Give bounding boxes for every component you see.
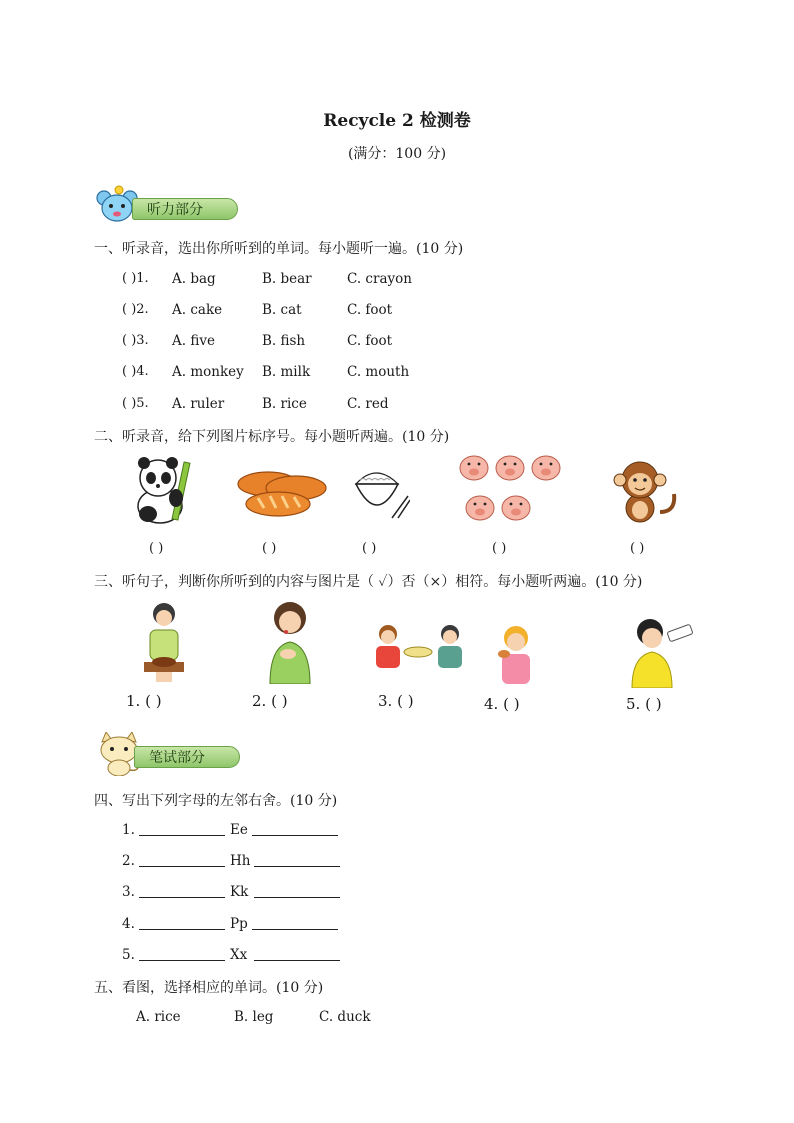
section3-answer-3[interactable]: 3. ( ) bbox=[378, 692, 414, 710]
writing-banner-label: 笔试部分 bbox=[134, 746, 240, 768]
boy-drinking-icon bbox=[626, 616, 698, 688]
page-title: Recycle 2 检测卷 bbox=[323, 111, 471, 131]
right-neighbor-blank[interactable] bbox=[252, 916, 338, 934]
section5-options bbox=[136, 1009, 396, 1029]
woman-thinking-icon bbox=[264, 600, 316, 684]
section4-item-5: 5. Xx bbox=[122, 947, 362, 967]
bread-icon bbox=[236, 466, 328, 520]
section2-answer-2[interactable]: ( ) bbox=[262, 541, 277, 556]
section1-item-2: ( )2. A. cake B. cat C. foot bbox=[122, 302, 393, 318]
section3-answer-2[interactable]: 2. ( ) bbox=[252, 692, 288, 710]
girl-eating-icon bbox=[492, 624, 542, 688]
section4-item-3: 3. Kk bbox=[122, 884, 362, 904]
section3-answer-4[interactable]: 4. ( ) bbox=[484, 695, 520, 713]
children-sharing-icon bbox=[370, 622, 468, 678]
page-subtitle: (满分：100 分) bbox=[347, 146, 447, 162]
section3-answer-5[interactable]: 5. ( ) bbox=[626, 695, 662, 713]
left-neighbor-blank[interactable] bbox=[139, 947, 225, 965]
option-c: C. duck bbox=[319, 1009, 371, 1025]
panda-icon bbox=[128, 456, 196, 526]
section4-item-4: 4. Pp bbox=[122, 916, 362, 936]
option-b: B. leg bbox=[234, 1009, 274, 1025]
section1-item-4: ( )4. A. monkey B. milk C. mouth bbox=[122, 364, 410, 380]
section1-heading: 一、听录音，选出你所听到的单词。每小题听一遍。(10 分) bbox=[94, 241, 464, 257]
section1-item-3: ( )3. A. five B. fish C. foot bbox=[122, 333, 393, 349]
section1-item-5: ( )5. A. ruler B. rice C. red bbox=[122, 396, 389, 412]
left-neighbor-blank[interactable] bbox=[139, 822, 225, 840]
section2-heading: 二、听录音，给下列图片标序号。每小题听两遍。(10 分) bbox=[94, 429, 450, 445]
right-neighbor-blank[interactable] bbox=[254, 853, 340, 871]
section4-item-1: 1. Ee bbox=[122, 822, 362, 842]
section4-item-2: 2. Hh bbox=[122, 853, 362, 873]
section3-heading: 三、听句子，判断你所听到的内容与图片是（ ✓）否（×）相符。每小题听两遍。(10 分) bbox=[94, 574, 643, 590]
section5-heading: 五、看图，选择相应的单词。(10 分) bbox=[94, 980, 324, 996]
section1-item-1: ( )1. A. bag B. bear C. crayon bbox=[122, 271, 412, 287]
monkey-icon bbox=[610, 456, 678, 528]
section2-answer-3[interactable]: ( ) bbox=[362, 541, 377, 556]
right-neighbor-blank[interactable] bbox=[252, 822, 338, 840]
section3-answer-1[interactable]: 1. ( ) bbox=[126, 692, 162, 710]
pigs-icon bbox=[458, 452, 566, 528]
rice-bowl-icon bbox=[352, 462, 410, 520]
section4-heading: 四、写出下列字母的左邻右舍。(10 分) bbox=[94, 793, 338, 809]
listening-banner-label: 听力部分 bbox=[132, 198, 238, 220]
right-neighbor-blank[interactable] bbox=[254, 947, 340, 965]
listening-banner bbox=[94, 198, 254, 222]
left-neighbor-blank[interactable] bbox=[139, 916, 225, 934]
writing-banner bbox=[96, 746, 256, 770]
option-a: A. rice bbox=[136, 1009, 181, 1025]
right-neighbor-blank[interactable] bbox=[254, 884, 340, 902]
left-neighbor-blank[interactable] bbox=[139, 884, 225, 902]
section2-answer-5[interactable]: ( ) bbox=[630, 541, 645, 556]
section2-answer-1[interactable]: ( ) bbox=[149, 541, 164, 556]
section2-answer-4[interactable]: ( ) bbox=[492, 541, 507, 556]
girl-cooking-icon bbox=[140, 600, 188, 684]
left-neighbor-blank[interactable] bbox=[139, 853, 225, 871]
